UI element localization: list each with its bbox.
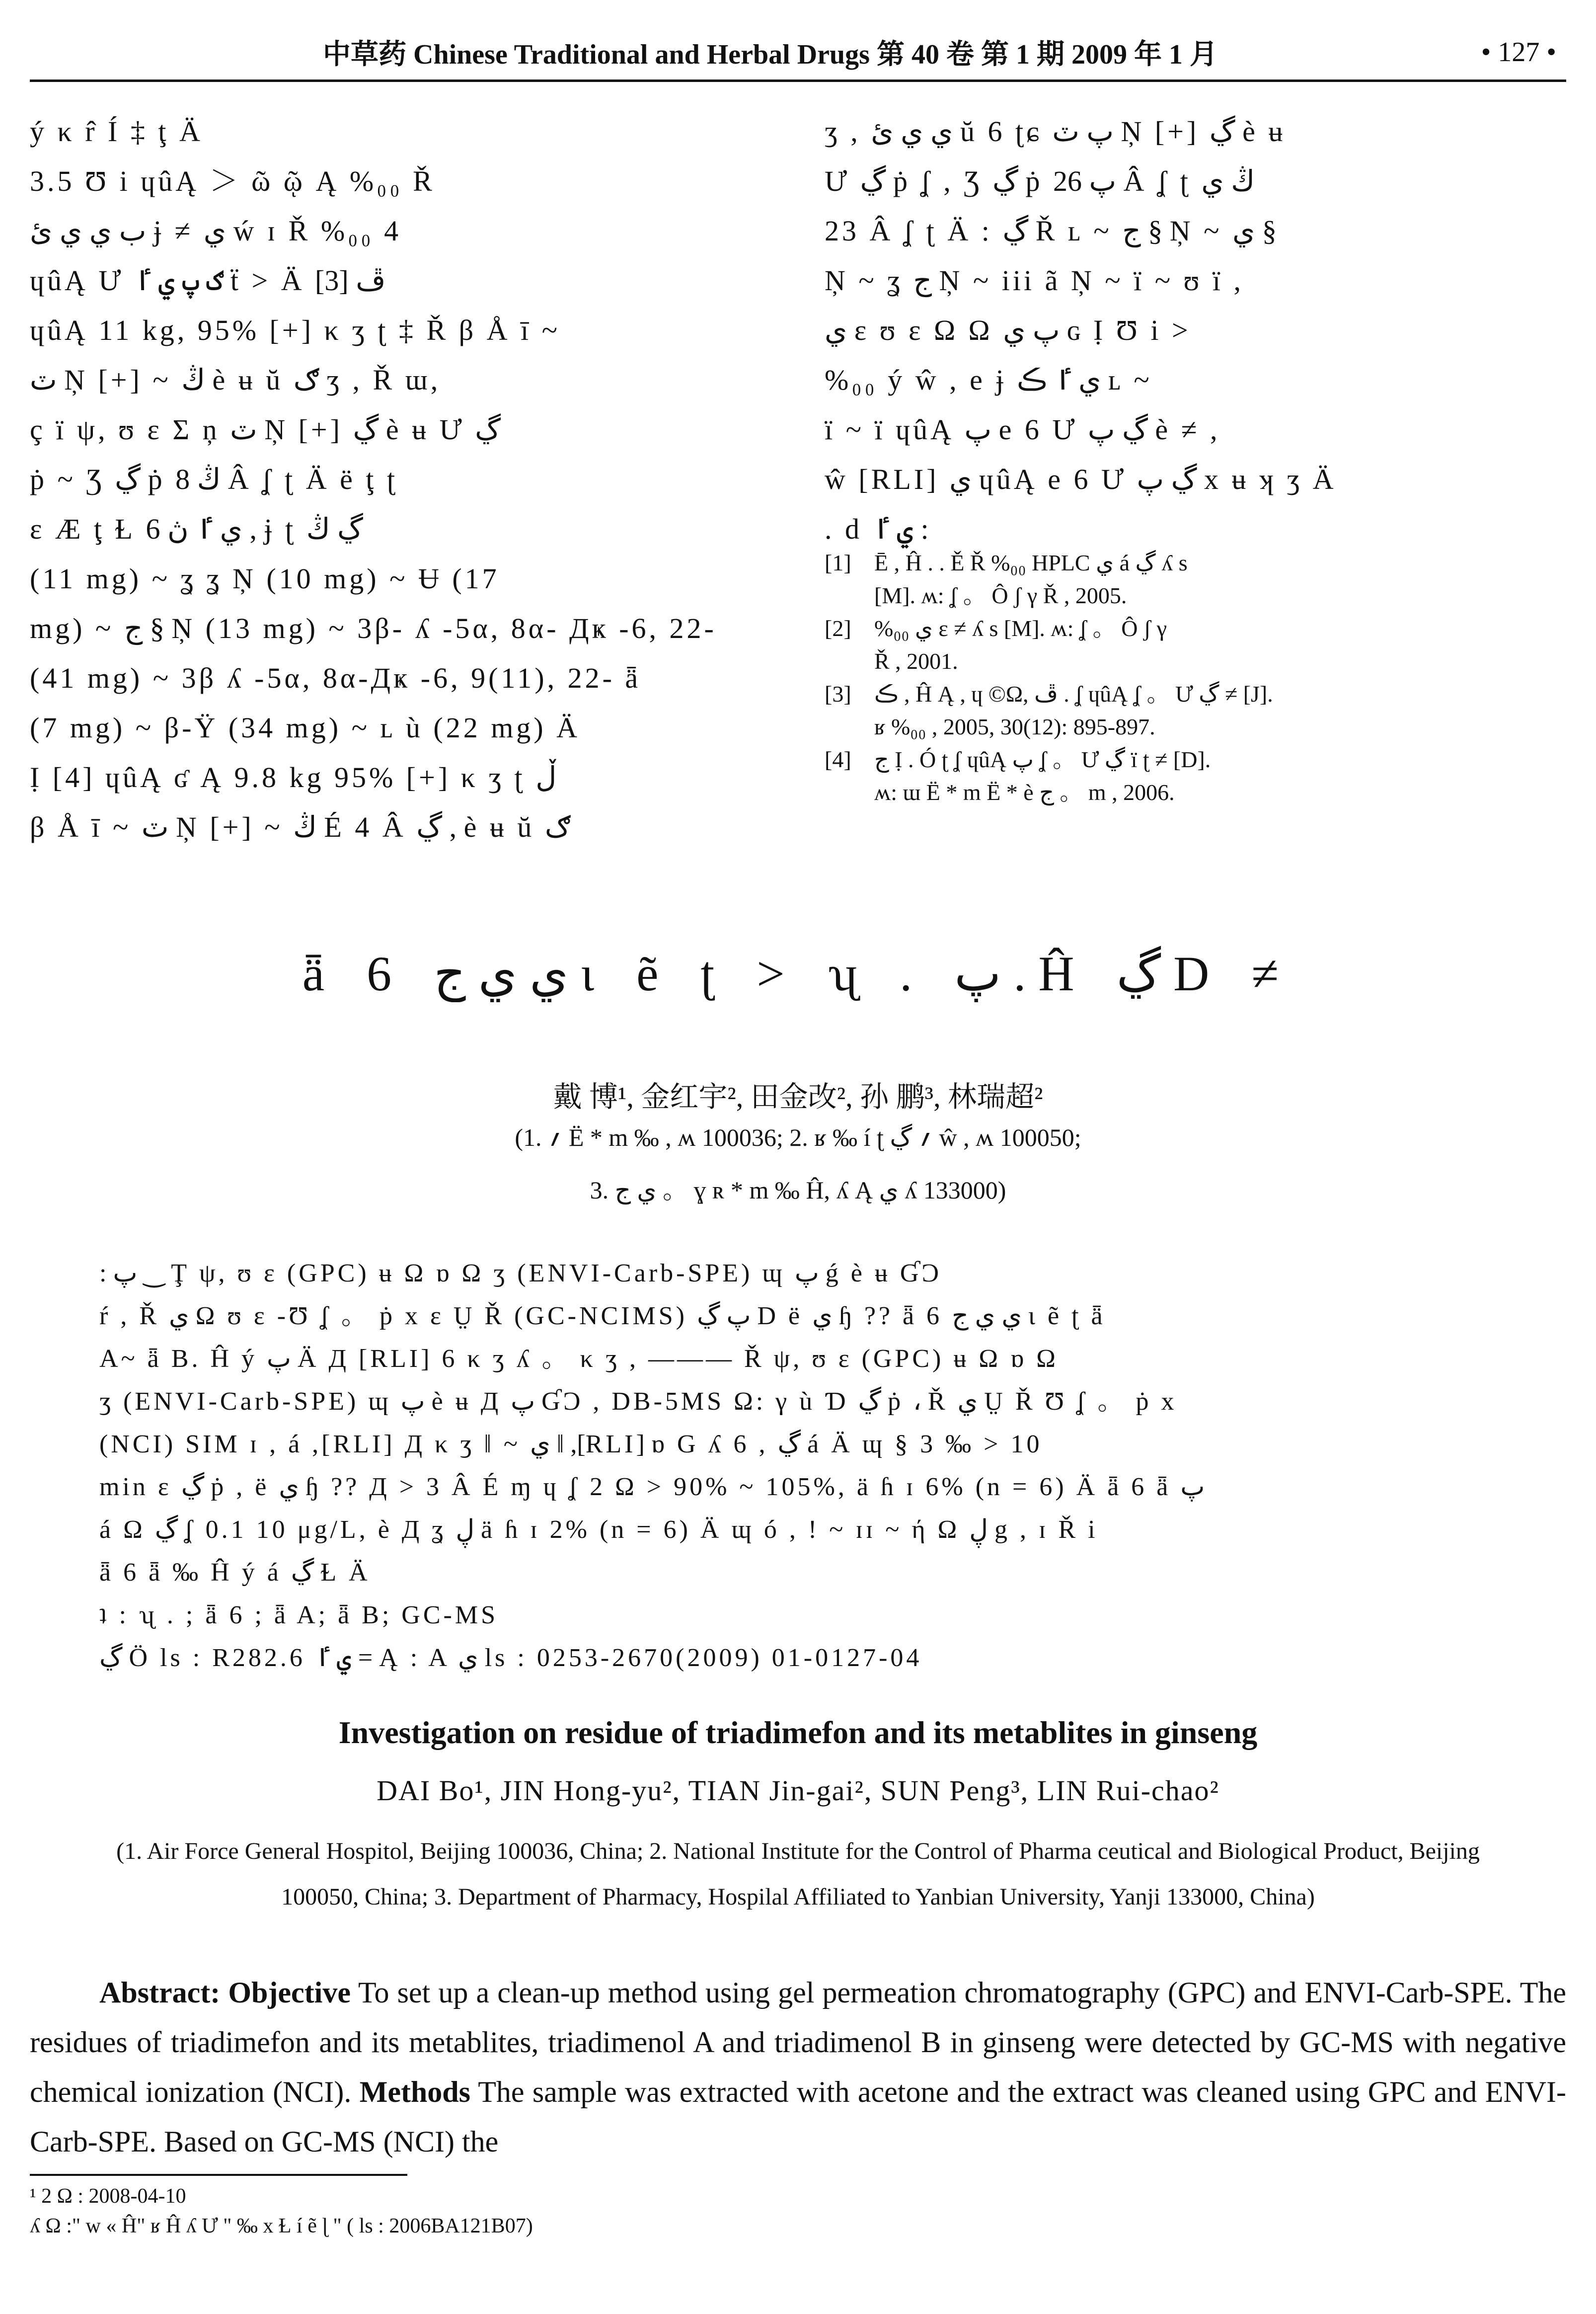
left-line: ṗ ~ Ʒ ڲ ṗ ڭ 8 Â ʆ ʈ Ä ë ţ ʈ [30,463,398,495]
page-number: • 127 • [1481,37,1556,68]
left-line: ɥûĄ 11 kg, 95% [+] κ ʒ ʈ ‡ Ř β Å ī ~ [30,314,561,346]
cn-abstract-line: ʒ (ENVI-Carb-SPE) ɰ پ è ʉ Д پ ƓƆ , DB-5MS Ω: γ ù Ɗ ڲ ṗ ، Ř ي Ṳ Ř Ʊ ʆ 。 ṗ x [99,1387,1177,1416]
right-line: ï ~ ï ɥûĄ پ e 6 Ư ڲ پ è ≠ , [825,413,1220,446]
left-line: (41 mg) ~ 3β ʎ -5α, 8α-Дҝ -6, 9(11), 22- ǟ [30,662,641,694]
footnote-received: ¹ 2 Ω : 2008-04-10 [30,2185,186,2208]
cn-abstract-line: ŕ , Ř ي Ω ʊ ɛ -Ʊ ʆ 。 ṗ x ɛ Ṳ Ř (GC-NCIMS) پ ڲ D ë ي ɧ ?? ǟ 6 ي ي ج ɩ ẽ ʈ ǟ [99,1302,1106,1330]
cn-classification: ڲ Ö ls : R282.6 ي ٵ = Ą : A ي ls : 0253-2670(2009) 01-0127-04 [99,1644,922,1672]
reference-item: [2] %₀₀ ي ɛ ≠ ʎ s [M]. ʍ: ʆ 。 Ô ʃ γ [825,616,1167,641]
cn-article-title: ǟ 6 ي ي ج ɩ ẽ ʈ > ʯ . پ . Ĥ ڲ D ≠ [302,946,1294,1001]
right-line: ي ɛ ʊ ɛ Ω Ω پ ي ɢ Ị Ʊ i > [825,314,1191,346]
footnote-funding: ʎ Ω :" w « Ĥ" ʁ Ĥ ʎ Ư " ‰ x Ɫ í ẽ ɭ " ( ls : 2006BA121B07) [30,2215,533,2237]
left-line: ý κ r̂ Í ‡ ţ Ä [30,115,203,148]
methods-label: Methods [359,2075,471,2108]
right-line: ŵ [RLI] ي ɥûĄ e 6 Ư ڲ پ x ʉ ʞ ʒ Ä [825,463,1337,495]
cn-abstract-line: ǟ 6 ǟ ‰ Ĥ ý á ڲ Ɫ Ä [99,1558,371,1587]
journal-header: 中草药 Chinese Traditional and Herbal Drugs 第 40 卷 第 1 期 2009 年 1 月 [323,39,1217,70]
en-article-title: Investigation on residue of triadimefon and its metablites in ginseng [338,1715,1258,1750]
cn-affiliation-line: (1. ؍ Ë * m ‰ , ʍ 100036; 2. ʁ ‰ í ʈ ؍ ڲ ŵ , ʍ 100050; [515,1123,1081,1151]
running-header [30,25,1566,82]
right-line: %₀₀ ý ŵ , e ɉ ي ٵ ڪ ʟ ~ [825,364,1152,396]
footnote-rule [30,2174,407,2176]
right-line: Ư ڲ ṗ ʆ , Ʒ ڲ ṗ پ 26 Â ʆ ʈ ڭ ي [825,165,1255,197]
right-line: 23 Â ʆ ʈ Ä : ڲ Ř ʟ ~ ج § Ņ ~ ي § [825,215,1277,247]
reference-item: Ř , 2001. [874,648,958,674]
left-line: ç ï ψ, ʊ ɛ Σ ņ ٽ Ņ [+] ڲ è ʉ Ư ڲ [30,413,501,446]
left-line: ٽ Ņ [+] ~ ڭ è ʉ ŭ ګ ʒ , Ř ɯ, [30,364,441,396]
reference-item: [M]. ʍ: ʆ 。 Ô ʃ γ Ř , 2005. [874,583,1127,608]
cn-abstract-line: : پ ‿ Ţ ψ, ʊ ɛ (GPC) ʉ Ω ɒ Ω ʒ (ENVI-Carb-SPE) ɰ پ ǵ è ʉ ƓƆ [99,1259,942,1287]
left-line: (7 mg) ~ β-Ÿ (34 mg) ~ ʟ ù (22 mg) Ä [30,712,581,744]
references-heading: . d ي ٵ : [825,513,929,545]
left-line: mg) ~ ج § Ņ (13 mg) ~ 3β- ʎ -5α, 8α- Дҝ -6, 22- [30,612,717,644]
reference-item: [1] Ē , Ĥ . . Ě Ř %₀₀ HPLC ي á ڲ ʎ s [825,550,1188,575]
cn-abstract-line: (NCI) SIM ɪ , á ,[RLI] Д κ ʒ ‖ ~ ي ‖ ,[RLI] ɒ G ʎ 6 , ڲ á Ä ɰ § 3 ‰ > 10 [99,1430,1043,1458]
cn-abstract-line: min ε ڲ ṗ , ë ي ɧ ?? Д > 3 Â É ɱ ɥ ʆ 2 Ω > 90% ~ 105%, ä ɦ ɪ 6% (n = 6) Ä ǟ 6 ǟ پ [99,1473,1205,1501]
reference-list [825,547,1565,809]
footnotes [30,2181,533,2241]
left-line: ɥûĄ Ư ګ پ ي ٵ ẗ > Ä ڦ [3] [30,264,386,297]
cn-affiliation-line: 3. ي ج 。 ɣ ʀ * m ‰ Ĥ, ʎ Ą ي ʎ 133000) [590,1176,1006,1204]
right-line: ʒ , ي ي ئ ŭ 6 ʈɕ پ ٽ Ņ [+] ڲ è ʉ [825,115,1286,148]
left-line: ɛ Æ ţ Ɫ ي ٵ ڽ 6 , ɉ ʈ ڲ ڭ [30,513,363,545]
reference-item: [4] ج Ị . Ó ʈ ʆ ɥûĄ پ ʆ 。 Ư ڲ ï ʈ ≠ [D]. [825,747,1211,772]
cn-abstract [99,1252,1497,1679]
left-column [30,107,765,852]
reference-item: ʍ: ɯ Ë * m Ë * è ج 。 m , 2006. [874,780,1175,805]
en-affiliations: (1. Air Force General Hospitol, Beijing 100036, China; 2. National Institute for the Control of Pharma ceutical and Biological Product, Beijing 100050, China; 3. Department of Pharmacy, Hospilal Affiliated to Yanbian University, Yanji 133000, China) [116,1838,1480,1910]
en-author-list: DAI Bo¹, JIN Hong-yu², TIAN Jin-gai², SUN Peng³, LIN Rui-chao² [377,1774,1219,1807]
left-line: 3.5 Ʊ i ɥûĄ ＞ ῶ ῷ Ą %₀₀ Ř [30,165,435,197]
reference-item: ʁ %₀₀ , 2005, 30(12): 895-897. [874,714,1155,739]
right-line: Ņ ~ ʓ ج Ņ ~ iii ã Ņ ~ ï ~ ʊ ï , [825,264,1244,297]
cn-author-list: 戴 博¹, 金红宇², 田金改², 孙 鹏³, 林瑞超² [553,1081,1043,1113]
cn-abstract-line: á Ω ڲ ʆ 0.1 10 μg/L, è Д ʓ ڸ ä ɦ ɪ 2% (n = 6) Ä ɰ ó , ! ~ ɪɪ ~ ή Ω ڸ g , ɪ Ř i [99,1516,1098,1544]
methods-text: The sample was extracted with acetone and the extract was cleaned using GPC and ENVI-Carb-SPE. Based on GC-MS (NCI) the [30,2075,1567,2158]
left-line: Ị [4] ɥûĄ ʛ Ą 9.8 kg 95% [+] κ ʒ ʈ ڵ [30,761,557,794]
left-line: (11 mg) ~ ʓ ʓ Ņ (10 mg) ~ Ʉ (17 [30,562,500,595]
cn-keywords: ʇ : ʯ . ; ǟ 6 ; ǟ A; ǟ B; GC-MS [99,1601,499,1629]
reference-item: [3] ڪ , Ĥ Ą , ɥ ©Ω, ڦ . ʆ ɥûĄ ʆ 。 Ư ڲ ≠ [J]. [825,681,1273,707]
left-line: β Å ī ~ ٽ Ņ [+] ~ ڭ É 4 Â ڲ , è ʉ ŭ ګ [30,811,571,843]
cn-abstract-line: A~ ǟ B. Ĥ ý پ Ä Д [RLI] 6 κ ʒ ʎ 。 κ ʒ , ——— Ř ψ, ʊ ɛ (GPC) ʉ Ω ɒ Ω [99,1345,1059,1373]
objective-text: To set up a clean-up method using gel permeation chromatography (GPC) and ENVI-Carb-SPE. The residues of triadimefon and its metablites, triadimenol A and triadimenol B in ginseng were detected by GC-MS with negative chemical ionization (NCI). [30,1976,1567,2108]
objective-label: Objective [228,1976,351,2009]
abstract-label: Abstract: [99,1976,221,2009]
right-column [825,107,1565,554]
en-abstract [30,1968,1566,2166]
left-line: ب ي ي ئ ɉ ≠ ي ẃ ɪ Ř %₀₀ 4 [30,215,402,247]
